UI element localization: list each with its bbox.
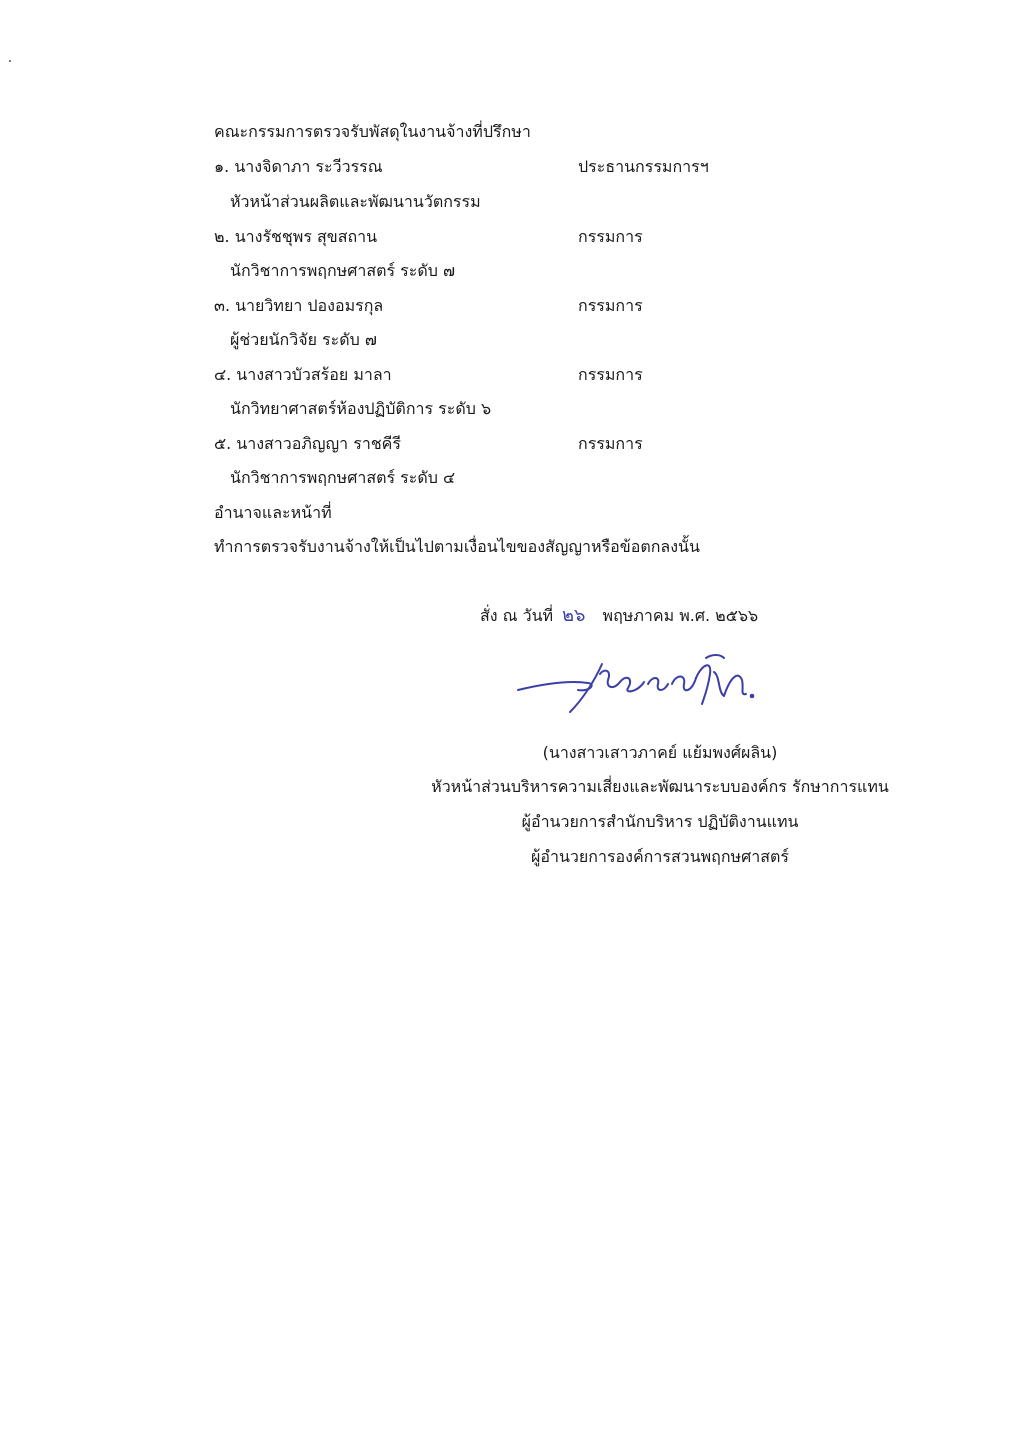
member-1-name: ๑. นางจิดาภา ระวีวรรณ xyxy=(214,157,383,176)
duty-text: ทำการตรวจรับงานจ้างให้เป็นไปตามเงื่อนไขของสัญญาหรือข้อตกลงนั้น xyxy=(214,537,700,556)
order-date xyxy=(480,600,758,629)
member-2-name: ๒. นางรัชชุพร สุขสถาน xyxy=(214,227,378,246)
member-5-role: กรรมการ xyxy=(578,434,643,453)
date-prefix: สั่ง ณ วันที่ xyxy=(480,606,554,625)
member-3-role: กรรมการ xyxy=(578,296,643,315)
date-day: ๒๖ xyxy=(562,605,586,626)
member-5-position: นักวิชาการพฤกษศาสตร์ ระดับ ๔ xyxy=(230,468,456,487)
date-month-year: พฤษภาคม พ.ศ. ๒๕๖๖ xyxy=(602,606,759,625)
member-4-position: นักวิทยาศาสตร์ห้องปฏิบัติการ ระดับ ๖ xyxy=(230,399,492,418)
scan-speck xyxy=(9,60,11,62)
member-3-position: ผู้ช่วยนักวิจัย ระดับ ๗ xyxy=(230,330,377,349)
member-5-name: ๕. นางสาวอภิญญา ราชคีรี xyxy=(214,434,401,453)
signatory-title-1: หัวหน้าส่วนบริหารความเสี่ยงและพัฒนาระบบองค์กร รักษาการแทน xyxy=(431,777,889,796)
member-2-role: กรรมการ xyxy=(578,227,643,246)
committee-heading: คณะกรรมการตรวจรับพัสดุในงานจ้างที่ปรึกษา xyxy=(214,122,531,141)
member-1-position: หัวหน้าส่วนผลิตและพัฒนานวัตกรรม xyxy=(230,192,481,211)
handwritten-signature xyxy=(508,648,768,718)
signatory-title-2: ผู้อำนวยการสำนักบริหาร ปฏิบัติงานแทน xyxy=(521,812,799,831)
signatory-title-3: ผู้อำนวยการองค์การสวนพฤกษศาสตร์ xyxy=(531,847,789,866)
member-4-name: ๔. นางสาวบัวสร้อย มาลา xyxy=(214,365,392,384)
member-1-role: ประธานกรรมการฯ xyxy=(578,157,709,176)
duty-title: อำนาจและหน้าที่ xyxy=(214,503,332,522)
member-3-name: ๓. นายวิทยา ปองอมรกุล xyxy=(214,296,384,315)
signatory-name: (นางสาวเสาวภาคย์ แย้มพงศ์ผลิน) xyxy=(542,743,778,762)
member-2-position: นักวิชาการพฤกษศาสตร์ ระดับ ๗ xyxy=(230,261,456,280)
member-4-role: กรรมการ xyxy=(578,365,643,384)
